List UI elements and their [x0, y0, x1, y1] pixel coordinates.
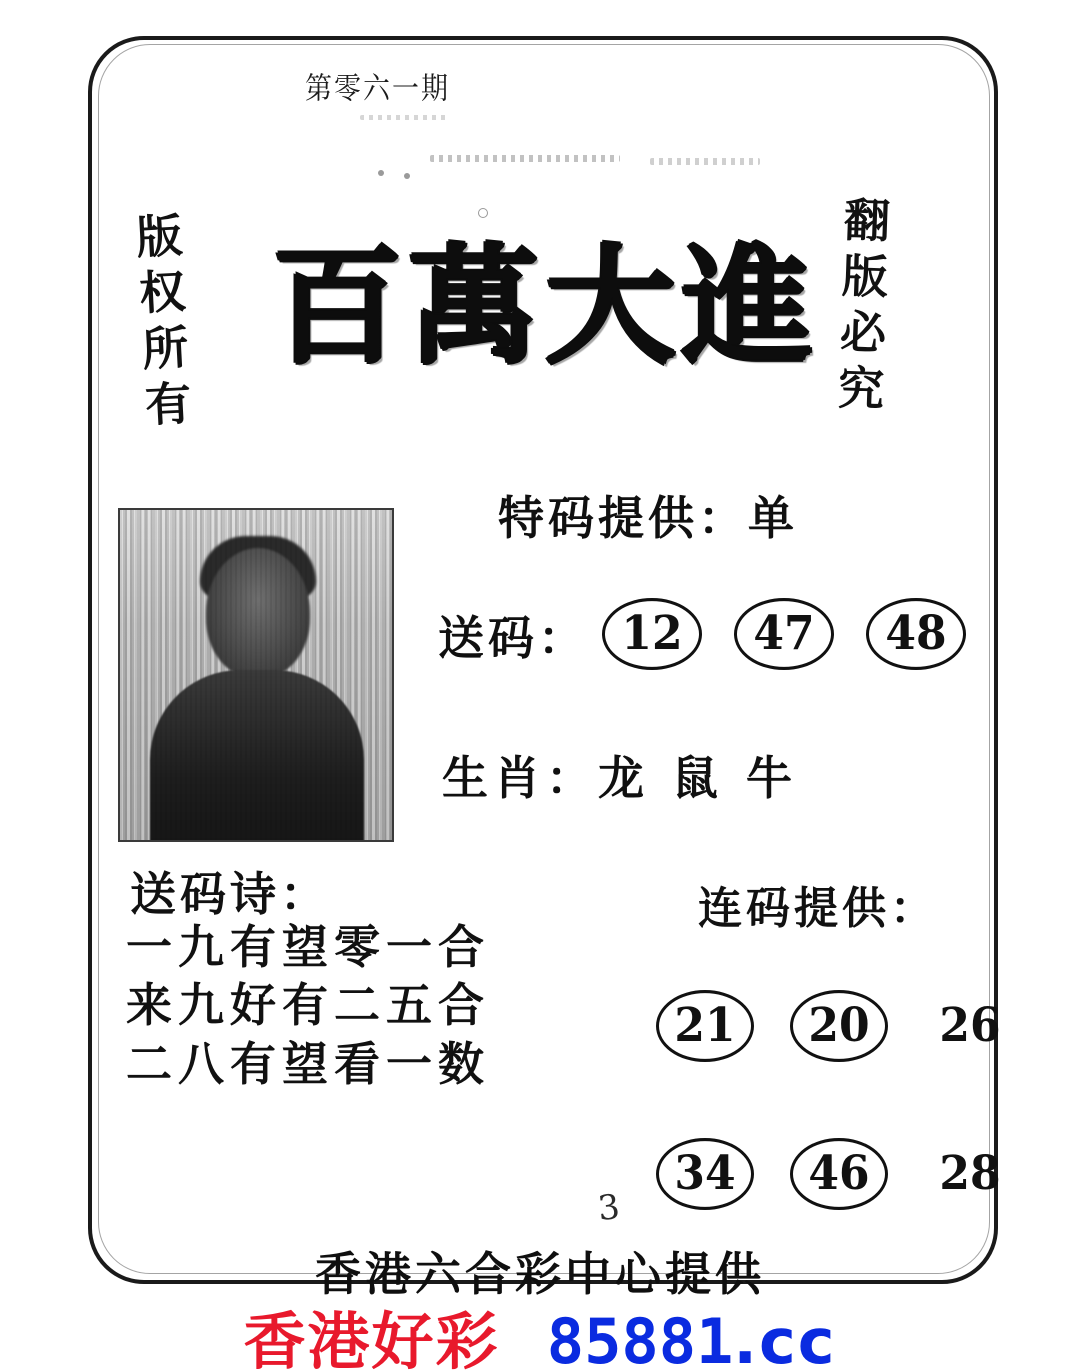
bottom-banner — [0, 1292, 1080, 1371]
banner-brand: 香港好彩 — [243, 1305, 500, 1371]
portrait-photo — [118, 508, 394, 842]
poem-body — [126, 918, 490, 1093]
poem-line: 一九有望零一合 — [126, 920, 490, 974]
handwritten-mark: 3 — [595, 1186, 622, 1230]
zodiac-line: 生肖：龙 鼠 牛 — [442, 751, 799, 805]
poster-title: 百萬大進 — [271, 232, 819, 382]
lianma-row-1 — [650, 992, 1042, 1060]
send-code-numbers — [596, 600, 988, 668]
lianma-ball: 46 — [790, 1138, 888, 1210]
send-code-ball: 48 — [866, 598, 966, 670]
lianma-ball: 34 — [656, 1138, 754, 1210]
photo-grain — [120, 510, 392, 840]
scan-artifact — [650, 158, 760, 165]
scan-artifact — [430, 155, 620, 162]
lianma-ball: 26 — [939, 998, 1001, 1053]
lianma-ball: 21 — [656, 990, 754, 1062]
footer-text: 香港六合彩中心提供 — [315, 1247, 765, 1301]
lianma-row-2 — [650, 1140, 1042, 1208]
scan-artifact — [404, 173, 410, 179]
special-code-line: 特码提供：单 — [498, 491, 798, 545]
poem-line: 来九好有二五合 — [126, 978, 490, 1033]
copyright-right-text: 翻版必究 — [830, 195, 892, 421]
scan-artifact — [478, 208, 488, 218]
lianma-title: 连码提供： — [698, 883, 938, 934]
send-code-label: 送码： — [438, 611, 588, 665]
send-code-ball: 12 — [602, 598, 702, 670]
copyright-left-text: 版权所有 — [128, 210, 194, 438]
lianma-ball: 20 — [790, 990, 888, 1062]
scan-artifact — [378, 170, 384, 176]
poem-title: 送码诗： — [130, 867, 330, 921]
send-code-ball: 47 — [734, 598, 834, 670]
banner-tld: .cc — [733, 1305, 837, 1371]
lianma-ball: 28 — [939, 1146, 1001, 1201]
banner-number: 85881 — [546, 1305, 734, 1371]
issue-number: 第零六一期 — [305, 71, 450, 107]
scan-artifact — [360, 115, 450, 120]
poem-line: 二八有望看一数 — [126, 1036, 490, 1091]
